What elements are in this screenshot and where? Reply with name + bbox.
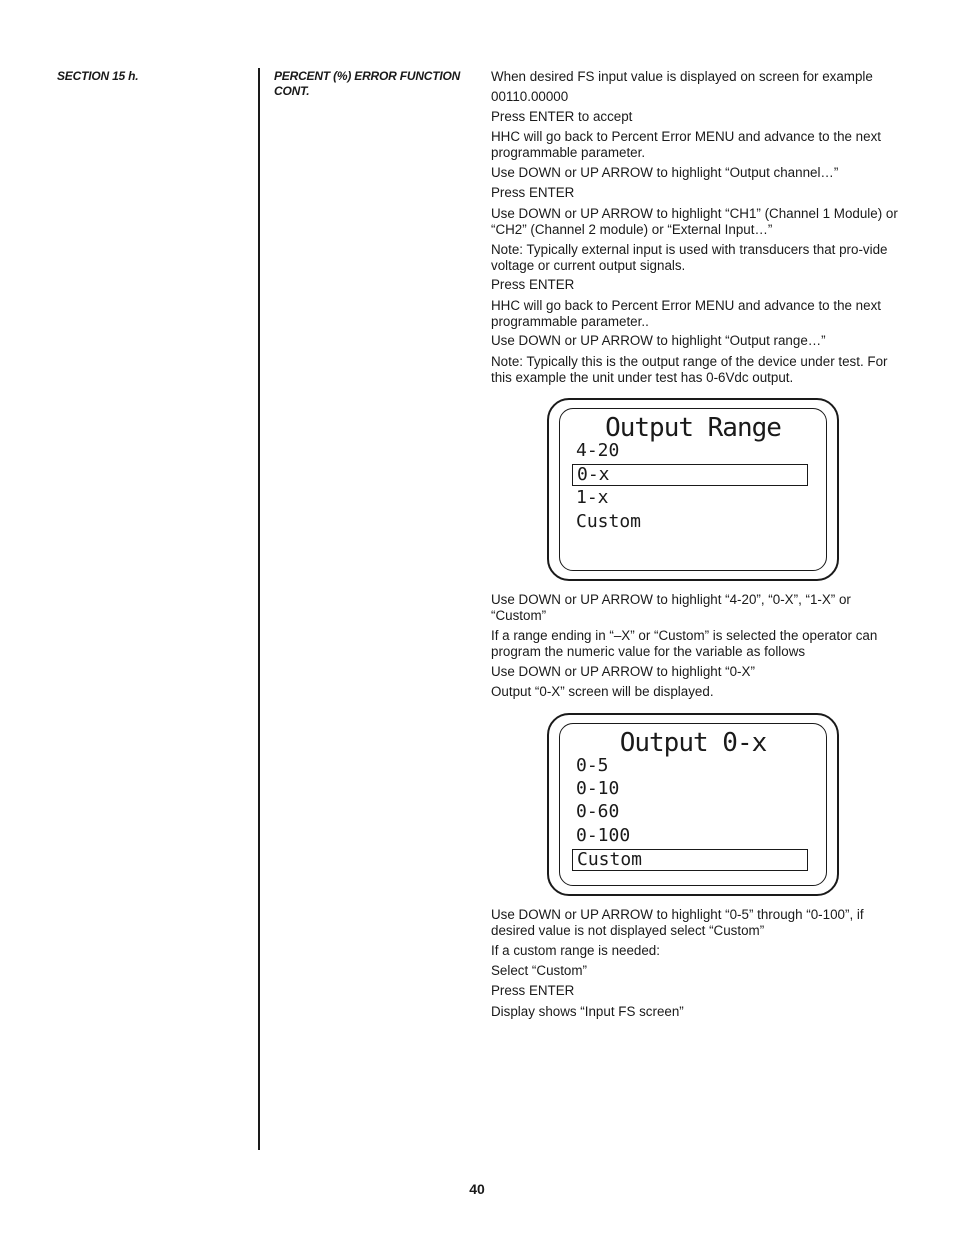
instruction-text: If a custom range is needed:	[491, 943, 660, 958]
instruction-text: Display shows “Input FS screen”	[491, 1004, 684, 1019]
instruction-text: 00110.00000	[491, 89, 569, 104]
lcd-menu-item: 1-x	[576, 487, 609, 508]
instruction-text: Use DOWN or UP ARROW to highlight “CH1” (Channel 1 Module) or “CH2” (Channel 2 module) or “External Input…”	[491, 206, 898, 237]
instruction-text: Press ENTER to accept	[491, 109, 633, 124]
page-number: 40	[469, 1181, 485, 1197]
instruction-text: Press ENTER	[491, 983, 575, 998]
subsection-label: PERCENT (%) ERROR FUNCTION CONT.	[274, 69, 461, 98]
lcd-menu-item: 0-10	[576, 778, 620, 799]
lcd-menu-item-selected: Custom	[572, 849, 808, 871]
instruction-text: Use DOWN or UP ARROW to highlight “0-X”	[491, 664, 755, 679]
instruction-text: Use DOWN or UP ARROW to highlight “0-5” through “0-100”, if desired value is not displayed select “Custom”	[491, 907, 864, 938]
instruction-text: Use DOWN or UP ARROW to highlight “Output channel…”	[491, 165, 839, 180]
instruction-text: If a range ending in “–X” or “Custom” is selected the operator can program the numeric value for the variable as follows	[491, 628, 878, 659]
lcd-screen-output-0-x	[547, 713, 839, 896]
lcd-menu-item: Custom	[576, 511, 642, 532]
instruction-text: Output “0-X” screen will be displayed.	[491, 684, 714, 699]
note-text: Note: Typically external input is used with transducers that pro-vide voltage or current output signals.	[491, 242, 888, 273]
lcd-display-area	[559, 408, 827, 571]
lcd-menu-item-selected: 0-x	[572, 464, 808, 486]
note-text: Note: Typically this is the output range of the device under test. For this example the unit under test has 0-6Vdc output.	[491, 354, 888, 385]
lcd-title: Output Range	[605, 413, 781, 443]
instruction-text: When desired FS input value is displayed on screen for example	[491, 69, 873, 84]
lcd-screen-output-range	[547, 398, 839, 581]
lcd-menu-item: 0-60	[576, 801, 620, 822]
instruction-text: Use DOWN or UP ARROW to highlight “Output range…”	[491, 333, 826, 348]
instruction-text: Press ENTER	[491, 185, 575, 200]
instruction-text: HHC will go back to Percent Error MENU and advance to the next programmable parameter.	[491, 129, 881, 160]
instruction-text: Press ENTER	[491, 277, 575, 292]
instruction-text: Select “Custom”	[491, 963, 587, 978]
lcd-menu-item: 4-20	[576, 440, 620, 461]
column-divider	[258, 68, 260, 1150]
lcd-menu-item: 0-5	[576, 755, 609, 776]
section-label: SECTION 15 h.	[57, 69, 139, 83]
lcd-title: Output 0-x	[619, 728, 767, 758]
instruction-text: Use DOWN or UP ARROW to highlight “4-20”, “0-X”, “1-X” or “Custom”	[491, 592, 851, 623]
instruction-text: HHC will go back to Percent Error MENU and advance to the next programmable parameter..	[491, 298, 881, 329]
lcd-menu-item: 0-100	[576, 825, 631, 846]
lcd-display-area	[559, 723, 827, 886]
